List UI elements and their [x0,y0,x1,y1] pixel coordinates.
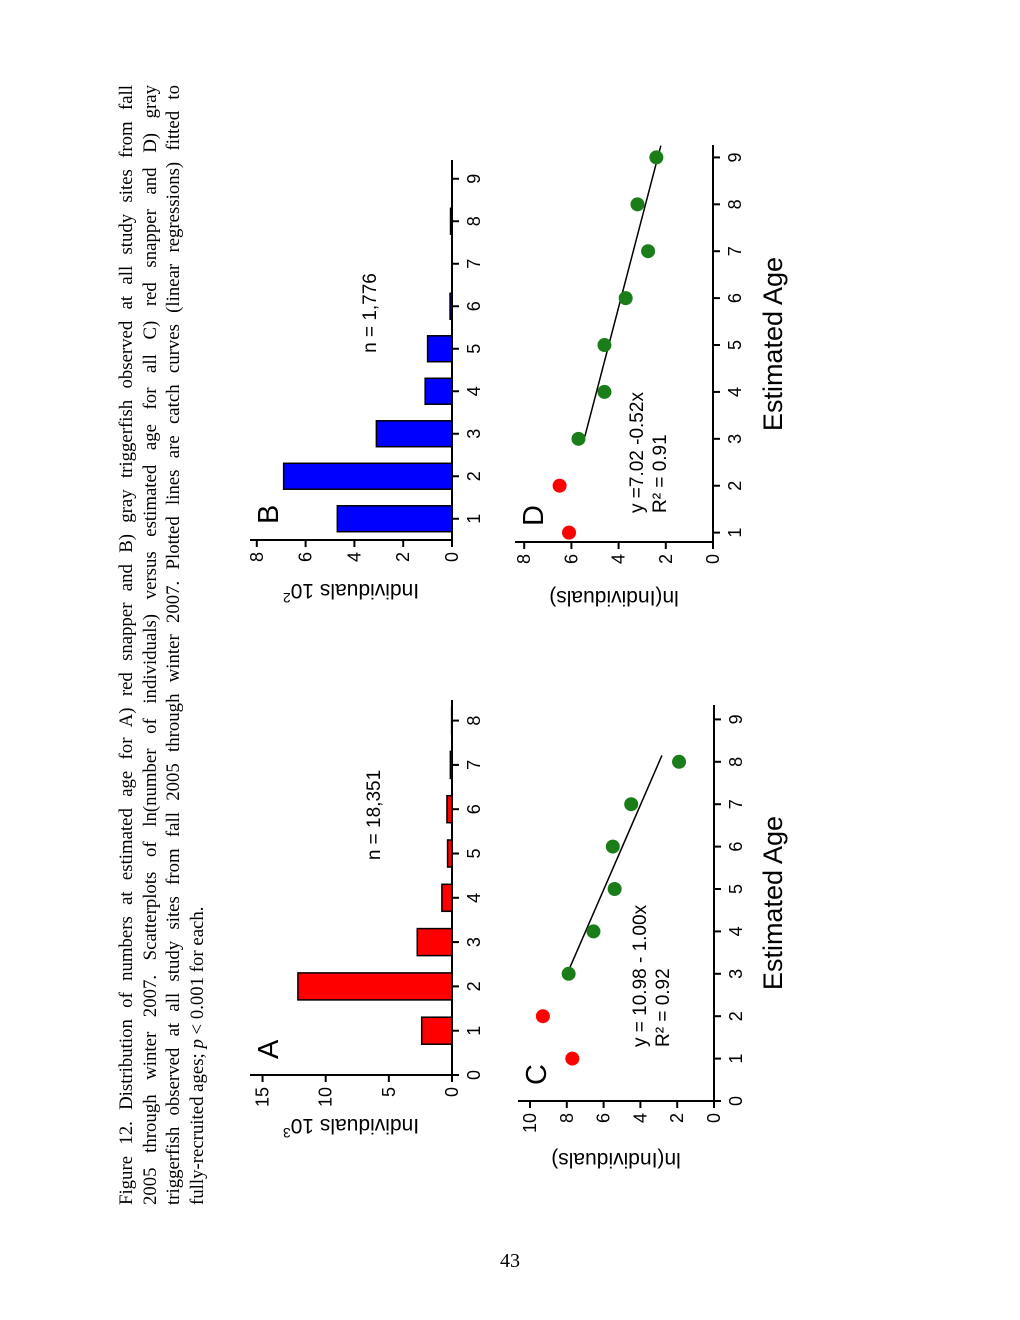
point-age-4 [586,924,600,938]
svg-text:7: 7 [464,759,484,770]
y-tick-labels [514,542,723,564]
point-age-9 [649,150,663,164]
y-axis-title: ln(Individuals) [549,586,679,609]
bars [284,208,452,531]
svg-text:6: 6 [464,804,484,815]
svg-text:4: 4 [464,892,484,903]
svg-text:2: 2 [393,552,414,563]
svg-text:8: 8 [556,1113,577,1124]
panel-letter: D [518,505,550,526]
panel-letter: C [521,1064,553,1085]
point-age-5 [597,338,611,352]
point-age-3 [562,967,576,981]
svg-text:9: 9 [725,152,745,163]
svg-text:0: 0 [703,554,723,565]
bar-age-2 [284,463,452,489]
svg-text:6: 6 [726,841,746,852]
svg-text:9: 9 [726,714,746,725]
svg-text:7: 7 [725,246,745,257]
svg-text:6: 6 [295,552,316,563]
x-axis-title: Estimated Age [758,256,788,432]
panel-A [250,700,484,1141]
svg-text:0: 0 [726,1095,746,1107]
svg-text:1: 1 [464,513,484,524]
bar-age-6 [447,796,452,823]
x-tick-labels [714,714,746,1106]
bar-age-6 [450,293,452,319]
caption-line-4: fully-recruited ages; p < 0.001 for each. [186,906,208,1205]
svg-text:2: 2 [667,1113,688,1124]
svg-text:8: 8 [464,715,484,726]
svg-text:5: 5 [378,1087,399,1098]
caption-line-1: Figure 12. Distribution of numbers at estimated age for A) red snapper and B) gray triggerfish observed at all study sites from fall [116,85,137,1205]
point-age-5 [608,882,622,896]
svg-text:3: 3 [464,937,484,948]
svg-text:2: 2 [725,480,745,491]
n-label: n = 18,351 [364,769,385,861]
bar-age-3 [417,929,452,956]
bar-age-2 [298,973,452,1000]
svg-text:8: 8 [246,552,267,563]
svg-text:2: 2 [655,554,676,565]
bar-age-8 [451,208,452,234]
x-tick-labels [452,174,484,524]
y-tick-labels [520,1101,724,1133]
equation-label: y = 10.98 - 1.00x [630,904,651,1047]
panel-letter: B [253,504,285,524]
x-tick-labels [713,152,745,537]
svg-text:1: 1 [726,1053,746,1064]
point-age-3 [571,432,585,446]
svg-text:2: 2 [464,981,484,992]
svg-text:6: 6 [725,293,745,304]
bars [298,707,452,1044]
x-axis-title: Estimated Age [758,815,788,991]
panel-C [518,705,788,1171]
svg-text:5: 5 [726,883,746,895]
panel-D [514,145,788,609]
point-age-8 [630,197,644,211]
y-tick-labels [253,1075,462,1107]
bar-age-1 [422,1017,452,1044]
svg-text:0: 0 [464,1069,484,1081]
bar-age-3 [376,421,452,447]
point-age-1 [562,526,576,540]
svg-text:10: 10 [520,1113,540,1134]
caption-line-3: triggerfish observed at all study sites from fall 2005 through winter 2007. Plotted lines are catch curves (linear regressions) fitted to [163,85,184,1205]
svg-text:4: 4 [344,552,365,563]
n-label: n = 1,776 [360,273,381,353]
svg-text:8: 8 [726,756,746,767]
bar-age-1 [337,506,452,532]
svg-text:4: 4 [726,926,746,937]
svg-text:1: 1 [725,527,745,538]
y-axis-title: ln(Individuals) [551,1148,681,1171]
panel-letter: A [253,1039,285,1059]
point-age-6 [619,291,633,305]
svg-text:6: 6 [561,554,582,565]
charts-canvas [110,85,810,1205]
equation-label: y =7.02 -0.52x [627,392,648,513]
svg-text:0: 0 [442,1087,462,1098]
svg-text:8: 8 [464,216,484,227]
svg-text:6: 6 [593,1113,614,1124]
svg-text:9: 9 [464,173,484,184]
svg-text:3: 3 [464,428,484,439]
svg-text:3: 3 [725,433,745,444]
point-age-8 [672,755,686,769]
bar-age-4 [425,378,452,404]
svg-text:4: 4 [725,386,745,397]
panel-B [247,160,484,606]
svg-text:0: 0 [442,552,462,563]
svg-text:4: 4 [464,386,484,397]
y-axis-title: Individuals $10^3$ [282,1114,420,1141]
svg-text:2: 2 [464,471,484,482]
svg-text:7: 7 [464,258,484,269]
y-axis-title: Individuals $10^2$ [282,579,420,606]
x-tick-labels [452,716,484,1080]
point-age-2 [536,1009,550,1023]
regression-line [585,146,661,437]
svg-text:6: 6 [464,301,484,312]
point-age-2 [553,479,567,493]
svg-text:1: 1 [464,1025,484,1036]
figure-12-rotated [110,85,810,1205]
svg-text:10: 10 [315,1087,336,1108]
svg-text:8: 8 [514,554,535,565]
svg-text:3: 3 [726,968,746,979]
svg-text:2: 2 [726,1011,746,1022]
page-number: 43 [500,1250,520,1272]
point-age-6 [606,840,620,854]
r2-label: R² = 0.92 [653,968,674,1047]
svg-text:5: 5 [464,848,484,859]
point-age-4 [597,385,611,399]
caption-line-2: 2005 through winter 2007. Scatterplots of ln(number of individuals) versus estimated age for all C) red snapper and D) gray [139,85,161,1205]
point-age-1 [565,1052,579,1066]
svg-text:4: 4 [630,1113,651,1124]
bar-age-4 [442,884,452,911]
svg-text:5: 5 [725,340,745,351]
bar-age-5 [448,840,452,867]
svg-text:5: 5 [464,343,484,354]
y-tick-labels [247,540,462,562]
svg-text:0: 0 [704,1113,724,1124]
point-age-7 [641,244,655,258]
bar-age-5 [428,336,452,362]
svg-text:15: 15 [252,1087,273,1108]
svg-text:8: 8 [725,199,745,210]
svg-text:7: 7 [726,799,746,810]
svg-text:4: 4 [608,554,629,565]
r2-label: R² = 0.91 [650,434,671,513]
bar-age-7 [450,751,452,778]
point-age-7 [624,797,638,811]
